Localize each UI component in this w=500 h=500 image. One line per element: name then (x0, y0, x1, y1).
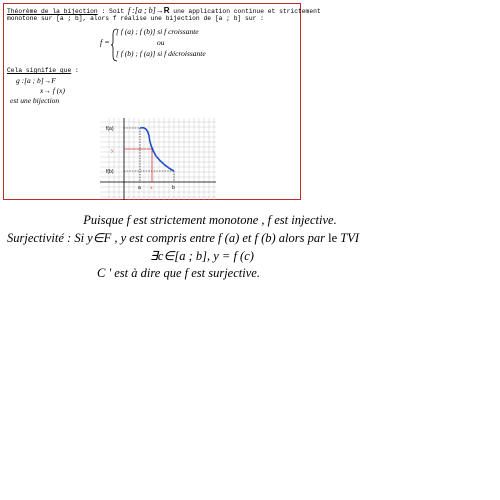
surjectivity-tvi: TVI (340, 231, 360, 245)
surjective-conclusion: C ' est à dire que f est surjective. (97, 266, 260, 280)
label-fb: f(b) (106, 169, 114, 175)
surjectivity-le: le (328, 231, 338, 245)
bijection-statement: est une bijection (10, 96, 60, 105)
label-x: x (150, 185, 153, 191)
existence-line: ∃c∈[a ; b], y = f (c) (150, 249, 254, 263)
case-croissante: [ f (a) ; f (b)] si f croissante (116, 27, 199, 36)
case-decroissante: [ f (b) ; f (a)] si f décroissante (116, 49, 206, 58)
theorem-box (3, 3, 321, 200)
theorem-line-2: monotone sur [a ; b], alors f réalise une bijection de [a ; b] sur : (7, 15, 264, 22)
label-fa: f(a) (106, 126, 114, 132)
injective-line: Puisque f est strictement monotone , f est injective. (83, 213, 337, 227)
label-a: a (138, 185, 141, 191)
surjectivity-text: Surjectivité : Si y∈F , y est compris entre f (a) et f (b) alors par (7, 231, 325, 245)
g-definition: g :[a ; b]→F (16, 76, 56, 85)
meaning-heading-line (7, 68, 79, 74)
x-mapping: x→ f (x) (40, 86, 65, 95)
reals-symbol: R (163, 6, 170, 15)
theorem-line1-a: : Soit (101, 8, 125, 15)
label-y: y (111, 148, 114, 154)
theorem-title: Théorème de la bijection (7, 8, 98, 15)
theorem-line1-b: une application continue et strictement (169, 8, 321, 15)
case-ou: ou (157, 38, 165, 47)
surjectivity-line (7, 232, 359, 245)
function-definition: f :[a ; b]→ (127, 6, 164, 15)
f-equals: f = (100, 38, 110, 47)
bijection-graph (100, 118, 216, 200)
meaning-colon: : (75, 67, 79, 74)
meaning-heading: Cela signifie que (7, 67, 72, 74)
label-b: b (172, 185, 175, 191)
